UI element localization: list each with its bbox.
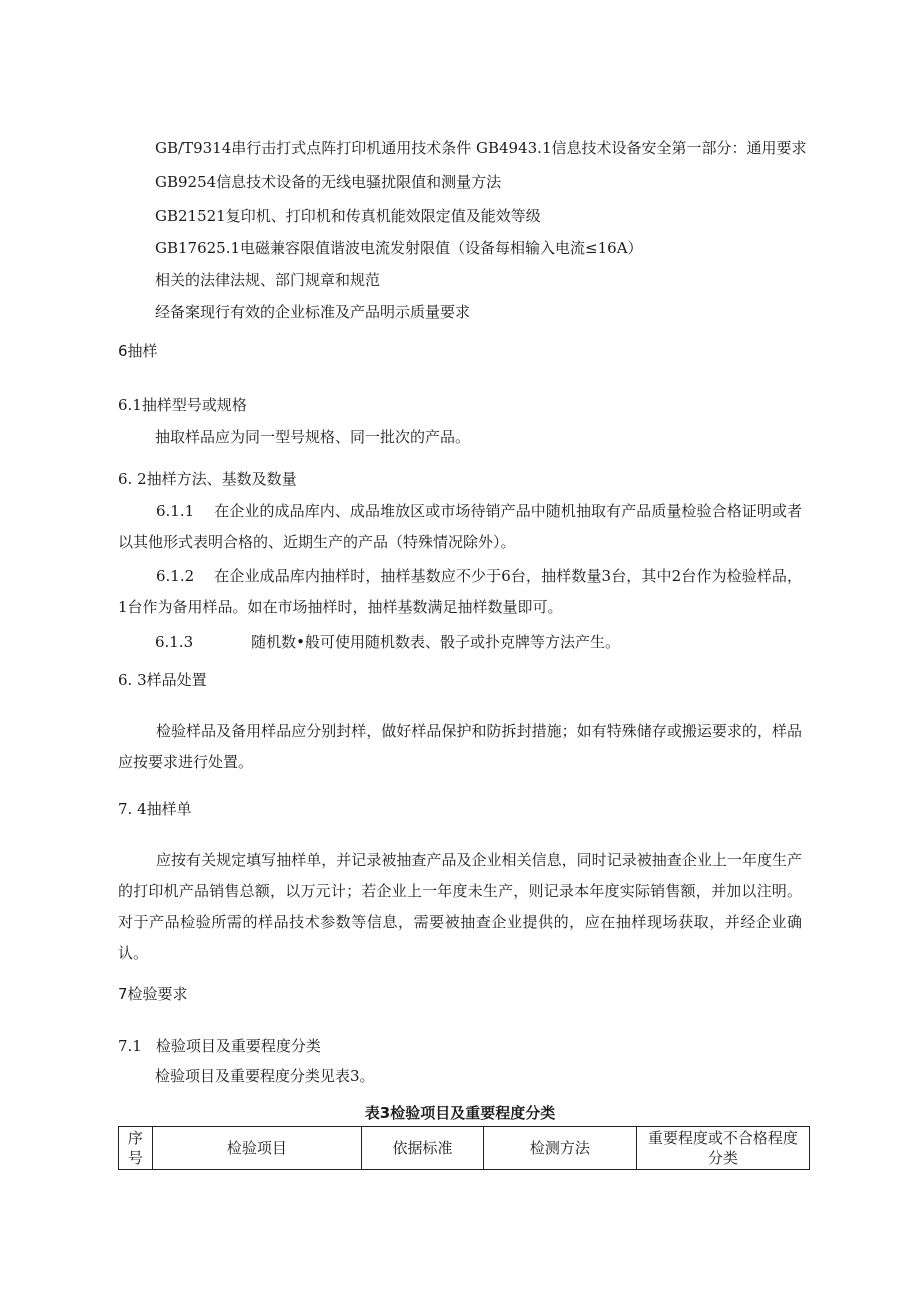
clause-text: 随机数•般可使用随机数表、骰子或扑克牌等方法产生。 [251,633,621,651]
standard-item: GB/T9314串行击打式点阵打印机通用技术条件 GB4943.1信息技术设备安全第一部分：通用要求 [155,139,807,157]
subsection-title-7-4: 7. 4抽样单 [118,800,192,818]
column-header-serial: 序号 [119,1127,153,1170]
paragraph: 抽取样品应为同一型号规格、同一批次的产品。 [155,428,471,446]
section-heading-7: 7检验要求 [118,985,188,1003]
clause-text: 在企业的成品库内、成品堆放区或市场待销产品中随机抽取有产品质量检验合格证明或者以其他形式表明合格的、近期生产的产品（特殊情况除外）。 [118,502,802,551]
paragraph: 检验样品及备用样品应分别封样，做好样品保护和防拆封措施；如有特殊储存或搬运要求的，样品应按要求进行处置。 [118,722,802,771]
column-header-item: 检验项目 [152,1127,361,1170]
standard-item: 相关的法律法规、部门规章和规范 [155,271,381,289]
inspection-items-table [118,1126,810,1170]
standard-item: 经备案现行有效的企业标准及产品明示质量要求 [155,303,471,321]
subsection-title-6-2: 6. 2抽样方法、基数及数量 [118,470,297,488]
standard-item: GB9254信息技术设备的无线电骚扰限值和测量方法 [155,173,502,191]
clause-number: 6.1.3 [155,633,194,651]
clause-number: 6.1.1 [156,502,195,520]
column-header-method: 检测方法 [483,1127,636,1170]
clause-6-1-2 [118,561,802,623]
standard-item: GB21521复印机、打印机和传真机能效限定值及能效等级 [155,207,541,225]
clause-6-1-1 [118,496,802,558]
section-heading-6: 6抽样 [118,342,158,360]
subsection-title-6-3: 6. 3样品处置 [118,671,207,689]
column-header-standard: 依据标准 [361,1127,483,1170]
standard-item: GB17625.1电磁兼容限值谐波电流发射限值（设备每相输入电流≤16A） [155,239,643,257]
column-header-classification: 重要程度或不合格程度分类 [636,1127,809,1170]
clause-6-1-3 [155,632,620,652]
clause-number: 6.1.2 [156,567,195,585]
subsection-number: 7.1 [118,1037,142,1055]
subsection-label: 检验项目及重要程度分类 [155,1037,321,1055]
paragraph: 应按有关规定填写抽样单，并记录被抽查产品及企业相关信息，同时记录被抽查企业上一年度生产的打印机产品销售总额，以万元计；若企业上一年度未生产，则记录本年度实际销售额，并加以注明。对于产品检验所需的样品技术参数等信息，需要被抽查企业提供的，应在抽样现场获取，并经企业确认。 [118,851,802,962]
clause-text: 在企业成品库内抽样时，抽样基数应不少于6台，抽样数量3台，其中2台作为检验样品，1台作为备用样品。如在市场抽样时，抽样基数满足抽样数量即可。 [118,567,802,616]
subsection-title-7-1 [118,1036,321,1056]
subsection-title-6-1: 6.1抽样型号或规格 [118,396,247,414]
paragraph: 检验项目及重要程度分类见表3。 [155,1067,375,1085]
table-caption: 表3检验项目及重要程度分类 [364,1104,556,1122]
table-header-row [119,1127,810,1170]
